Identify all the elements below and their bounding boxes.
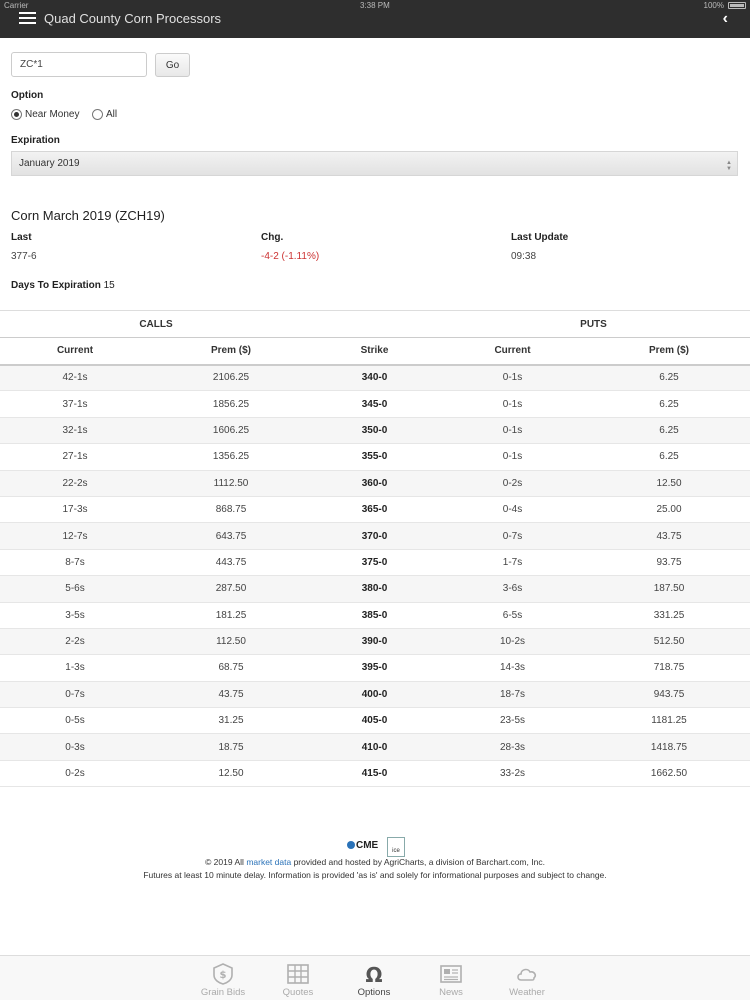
disclaimer-line: Futures at least 10 minute delay. Information is provided 'as is' and solely for informational purposes and subject to change. (143, 870, 607, 880)
tab-weather-label: Weather (509, 987, 545, 998)
col-put-prem: Prem ($) (588, 338, 750, 365)
table-row (0, 365, 750, 391)
omega-icon (362, 963, 386, 985)
tab-bar (0, 955, 750, 1000)
radio-near-money[interactable] (11, 109, 79, 120)
put-prem-cell: 943.75 (588, 681, 750, 707)
hamburger-menu-icon[interactable] (19, 12, 36, 25)
put-current-cell: 3-6s (437, 576, 588, 602)
strike-cell: 355-0 (312, 444, 437, 470)
col-put-current: Current (437, 338, 588, 365)
call-current-cell: 3-5s (0, 602, 150, 628)
option-label: Option (11, 90, 44, 101)
put-prem-cell: 718.75 (588, 655, 750, 681)
call-current-cell: 27-1s (0, 444, 150, 470)
call-current-cell: 1-3s (0, 655, 150, 681)
strike-cell: 340-0 (312, 365, 437, 391)
call-prem-cell: 868.75 (150, 496, 312, 522)
table-row (0, 391, 750, 417)
put-current-cell: 0-1s (437, 417, 588, 443)
put-prem-cell: 6.25 (588, 444, 750, 470)
tab-quotes[interactable] (268, 956, 328, 1000)
put-prem-cell: 1418.75 (588, 734, 750, 760)
svg-text:$: $ (219, 970, 227, 981)
copyright-line (0, 857, 750, 867)
call-prem-cell: 43.75 (150, 681, 312, 707)
strike-cell: 350-0 (312, 417, 437, 443)
last-update-label: Last Update (511, 232, 569, 243)
tab-grain-bids-label: Grain Bids (200, 987, 246, 998)
put-current-cell: 28-3s (437, 734, 588, 760)
ice-logo: ice (387, 837, 405, 857)
status-time: 3:38 PM (360, 1, 390, 10)
table-row (0, 576, 750, 602)
call-current-cell: 22-2s (0, 470, 150, 496)
dollar-badge-icon (211, 963, 235, 985)
call-current-cell: 37-1s (0, 391, 150, 417)
put-prem-cell: 512.50 (588, 628, 750, 654)
tab-quotes-label: Quotes (282, 987, 314, 998)
radio-near-money-label: Near Money (25, 109, 80, 120)
radio-all[interactable] (92, 109, 117, 120)
contract-title: Corn March 2019 (ZCH19) (11, 208, 165, 223)
cme-logo-text: CME (356, 840, 379, 851)
call-prem-cell: 1856.25 (150, 391, 312, 417)
strike-cell: 415-0 (312, 760, 437, 786)
table-row (0, 549, 750, 575)
table-row (0, 760, 750, 786)
table-group-header (0, 311, 750, 338)
tab-news-label: News (439, 987, 463, 998)
change-label: Chg. (261, 232, 284, 243)
call-prem-cell: 31.25 (150, 708, 312, 734)
put-prem-cell: 43.75 (588, 523, 750, 549)
expiration-value: January 2019 (19, 158, 80, 169)
app-header (0, 0, 750, 38)
put-current-cell: 33-2s (437, 760, 588, 786)
put-current-cell: 0-2s (437, 470, 588, 496)
exchange-logos (347, 837, 407, 857)
symbol-input[interactable] (11, 52, 147, 77)
call-prem-cell: 287.50 (150, 576, 312, 602)
strike-cell: 345-0 (312, 391, 437, 417)
call-prem-cell: 181.25 (150, 602, 312, 628)
call-prem-cell: 1112.50 (150, 470, 312, 496)
copyright-suffix: provided and hosted by AgriCharts, a division of Barchart.com, Inc. (293, 857, 545, 867)
put-current-cell: 10-2s (437, 628, 588, 654)
status-battery: 100% (703, 1, 724, 10)
select-caret-icon: ▲ ▼ (726, 160, 732, 172)
put-prem-cell: 25.00 (588, 496, 750, 522)
put-prem-cell: 6.25 (588, 417, 750, 443)
expiration-label: Expiration (11, 135, 60, 146)
put-current-cell: 1-7s (437, 549, 588, 575)
call-prem-cell: 2106.25 (150, 365, 312, 391)
table-column-header (0, 338, 750, 365)
strike-cell: 400-0 (312, 681, 437, 707)
table-row (0, 655, 750, 681)
radio-checked-icon (11, 109, 22, 120)
put-prem-cell: 93.75 (588, 549, 750, 575)
put-current-cell: 14-3s (437, 655, 588, 681)
strike-cell: 360-0 (312, 470, 437, 496)
quotes-grid-icon (286, 963, 310, 985)
tab-options[interactable] (344, 956, 404, 1000)
table-row (0, 734, 750, 760)
group-spacer (312, 311, 437, 338)
table-row (0, 628, 750, 654)
call-prem-cell: 68.75 (150, 655, 312, 681)
put-current-cell: 23-5s (437, 708, 588, 734)
call-prem-cell: 1606.25 (150, 417, 312, 443)
col-strike: Strike (312, 338, 437, 365)
call-prem-cell: 643.75 (150, 523, 312, 549)
call-current-cell: 42-1s (0, 365, 150, 391)
status-carrier: Carrier (4, 1, 29, 10)
col-call-current: Current (0, 338, 150, 365)
call-prem-cell: 12.50 (150, 760, 312, 786)
call-current-cell: 8-7s (0, 549, 150, 575)
put-current-cell: 0-1s (437, 365, 588, 391)
put-prem-cell: 1181.25 (588, 708, 750, 734)
put-prem-cell: 1662.50 (588, 760, 750, 786)
call-current-cell: 32-1s (0, 417, 150, 443)
table-row (0, 708, 750, 734)
call-current-cell: 0-2s (0, 760, 150, 786)
cme-logo (347, 840, 378, 851)
go-button[interactable]: Go (155, 53, 190, 77)
call-current-cell: 17-3s (0, 496, 150, 522)
change-value: -4-2 (-1.11%) (261, 251, 320, 262)
table-row (0, 681, 750, 707)
call-current-cell: 0-5s (0, 708, 150, 734)
back-chevron-icon[interactable]: ‹ (722, 10, 728, 27)
call-prem-cell: 443.75 (150, 549, 312, 575)
put-current-cell: 0-1s (437, 444, 588, 470)
radio-unchecked-icon (92, 109, 103, 120)
call-current-cell: 5-6s (0, 576, 150, 602)
strike-cell: 375-0 (312, 549, 437, 575)
table-row (0, 496, 750, 522)
strike-cell: 380-0 (312, 576, 437, 602)
options-table (0, 310, 750, 787)
strike-cell: 405-0 (312, 708, 437, 734)
calls-header: CALLS (0, 311, 312, 338)
tab-news[interactable] (421, 956, 481, 1000)
put-prem-cell: 12.50 (588, 470, 750, 496)
cme-globe-icon (347, 841, 355, 849)
table-row (0, 417, 750, 443)
last-label: Last (11, 232, 32, 243)
strike-cell: 395-0 (312, 655, 437, 681)
call-prem-cell: 112.50 (150, 628, 312, 654)
call-current-cell: 12-7s (0, 523, 150, 549)
strike-cell: 370-0 (312, 523, 437, 549)
radio-all-label: All (106, 109, 118, 120)
last-value: 377-6 (11, 251, 37, 262)
status-bar (0, 0, 750, 10)
call-current-cell: 2-2s (0, 628, 150, 654)
call-prem-cell: 1356.25 (150, 444, 312, 470)
call-current-cell: 0-3s (0, 734, 150, 760)
put-current-cell: 18-7s (437, 681, 588, 707)
copyright-prefix: © 2019 All (205, 857, 244, 867)
app-title: Quad County Corn Processors (44, 11, 222, 26)
put-prem-cell: 331.25 (588, 602, 750, 628)
strike-cell: 385-0 (312, 602, 437, 628)
last-update-value: 09:38 (511, 251, 537, 262)
cloud-icon (515, 963, 539, 985)
battery-icon (728, 2, 746, 9)
svg-text:Ω: Ω (365, 963, 383, 985)
tab-grain-bids[interactable] (193, 956, 253, 1000)
col-call-prem: Prem ($) (150, 338, 312, 365)
table-row (0, 444, 750, 470)
put-prem-cell: 187.50 (588, 576, 750, 602)
days-label: Days To Expiration (11, 280, 101, 291)
days-to-expiration (11, 280, 115, 291)
call-prem-cell: 18.75 (150, 734, 312, 760)
table-row (0, 602, 750, 628)
put-current-cell: 6-5s (437, 602, 588, 628)
strike-cell: 365-0 (312, 496, 437, 522)
put-prem-cell: 6.25 (588, 365, 750, 391)
newspaper-icon (439, 963, 463, 985)
tab-weather[interactable] (497, 956, 557, 1000)
days-value: 15 (103, 280, 115, 291)
expiration-select[interactable] (11, 151, 738, 176)
put-current-cell: 0-4s (437, 496, 588, 522)
puts-header: PUTS (437, 311, 750, 338)
call-current-cell: 0-7s (0, 681, 150, 707)
put-prem-cell: 6.25 (588, 391, 750, 417)
table-row (0, 470, 750, 496)
options-table-body (0, 365, 750, 787)
put-current-cell: 0-1s (437, 391, 588, 417)
tab-options-label: Options (357, 987, 391, 998)
strike-cell: 390-0 (312, 628, 437, 654)
strike-cell: 410-0 (312, 734, 437, 760)
put-current-cell: 0-7s (437, 523, 588, 549)
market-data-link[interactable]: market data (246, 857, 292, 867)
table-row (0, 523, 750, 549)
